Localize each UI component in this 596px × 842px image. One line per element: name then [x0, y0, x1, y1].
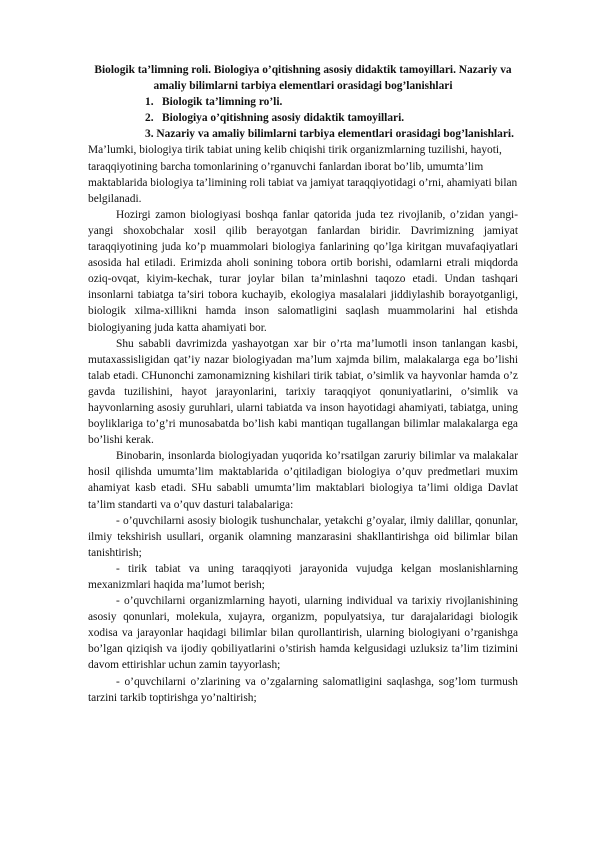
outline-item-1	[88, 94, 518, 110]
list-paragraph: - o’quvchilarni organizmlarning hayoti, ularning individual va tarixiy rivojlanishining asosiy qonunlari, molekula, xujayra, organizm, populyatsiya, tur darajalaridagi biologik xodisa va jarayonlar haqidagi bilimlar bilan qurollantirish, ularning biologiyani o’rganishga bo’lgan qiziqish va ijodiy qobiliyatlarini o’stirish hamda kelgusidagi uzluksiz ta’lim tizimini davom ettirishlar uchun zamin tayyorlash;	[88, 595, 518, 672]
outline-number: 2.	[145, 112, 154, 125]
outline-number: 3.	[145, 128, 154, 141]
paragraph: Hozirgi zamon biologiyasi boshqa fanlar qatorida juda tez rivojlanib, o’zidan yangi-yangi shoxobchalar xosil qilib berayotgan fanlardan biridir. Davrimizning jamiyat taraqqiyotining juda ko’p muammolari biologiya fanlarining qo’lga kiritgan muvafaqiyatlari asosida hal etiladi. Erimizda aholi sonining tobora ortib borishi, odamlarni etrali miqdorda oziq-ovqat, kiyim-kechak, turar joylar bilan ta’minlashni taqozo etadi. Undan tashqari insonlarni tabiatga ta’siri tobora kuchayib, ekologiya masalalari jiddiylashib borayotganligi, biologik xilma-xillikni hamda inson salomatligini saqlash muammolarini hal etishda biologiyaning juda katta ahamiyati bor.	[88, 208, 518, 334]
paragraph: Binobarin, insonlarda biologiyadan yuqorida ko’rsatilgan zaruriy bilimlar va malakalar hosil qilishda umumta’lim maktablarida o’qitiladigan biologiya o’quv predmetlari muxim ahamiyat kasb etadi. SHu sababli umumta’lim maktablari biologiya ta’limi oldiga Davlat ta’lim standarti va o’quv dasturi talabalariga:	[88, 450, 518, 511]
list-paragraph: - o’quvchilarni asosiy biologik tushunchalar, yetakchi g’oyalar, ilmiy dalillar, qonunlar, ilmiy tekshirish usullari, organik olamning manzarasini shakllantirishga oid bilimlar bilan tanishtirish;	[88, 514, 518, 559]
outline-text: Biologik ta’limning ro’li.	[162, 96, 283, 109]
document-title: Biologik ta’limning roli. Biologiya o’qitishning asosiy didaktik tamoyillari. Nazariy va amaliy bilimlarni tarbiya elementlari orasidagi bog’lanishlari	[94, 64, 512, 93]
outline-text: Biologiya o’qitishning asosiy didaktik tamoyillari.	[162, 112, 405, 125]
list-paragraph: - tirik tabiat va uning taraqqiyoti jarayonida vujudga kelgan moslanishlarning mexanizmlari haqida ma’lumot berish;	[88, 562, 518, 591]
paragraph-intro: Ma’lumki, biologiya tirik tabiat uning kelib chiqishi tirik organizmlarning tuzilishi, hayoti, taraqqiyotining barcha tomonlarining o’rganuvchi fanlardan iborat bo’lib, umumta’lim maktablarida biologiya ta’limining roli tabiat va jamiyat taraqqiyotidagi o’rni, ahamiyati bilan belgilanadi.	[88, 144, 518, 205]
outline-number: 1.	[145, 96, 154, 109]
document-page	[88, 62, 518, 706]
outline-item-2	[88, 110, 518, 126]
list-paragraph: - o’quvchilarni o’zlarining va o’zgalarning salomatligini saqlashga, sog’lom turmush tarzini tarkib toptirishga yo’naltirish;	[88, 675, 518, 704]
paragraph: Shu sababli davrimizda yashayotgan xar bir o’rta ma’lumotli inson tanlangan kasbi, mutaxassisligidan qat’iy nazar biologiyadan ma’lum xajmda bilim, malakalarga ega bo’lishi talab etadi. CHunonchi zamonamizning kishilari tirik tabiat, o’simlik va hayvonlar hamda o’z gavda tuzilishini, hayot jarayonlarini, tarixiy taraqqiyot qonuniyatlarini, o’simlik va hayvonlarning asosiy guruhlari, ularni tabiatda va inson hayotidagi ahamiyati, tabiatga, uning boyliklariga to’g’ri munosabatda bo’lish kabi mantiqan tugallangan bilimlar malakalarga ega bo’lishi kerak.	[88, 337, 518, 447]
outline-text: Nazariy va amaliy bilimlarni tarbiya elementlari orasidagi bog’lanishlari.	[156, 128, 514, 141]
outline-item-3	[88, 126, 518, 142]
